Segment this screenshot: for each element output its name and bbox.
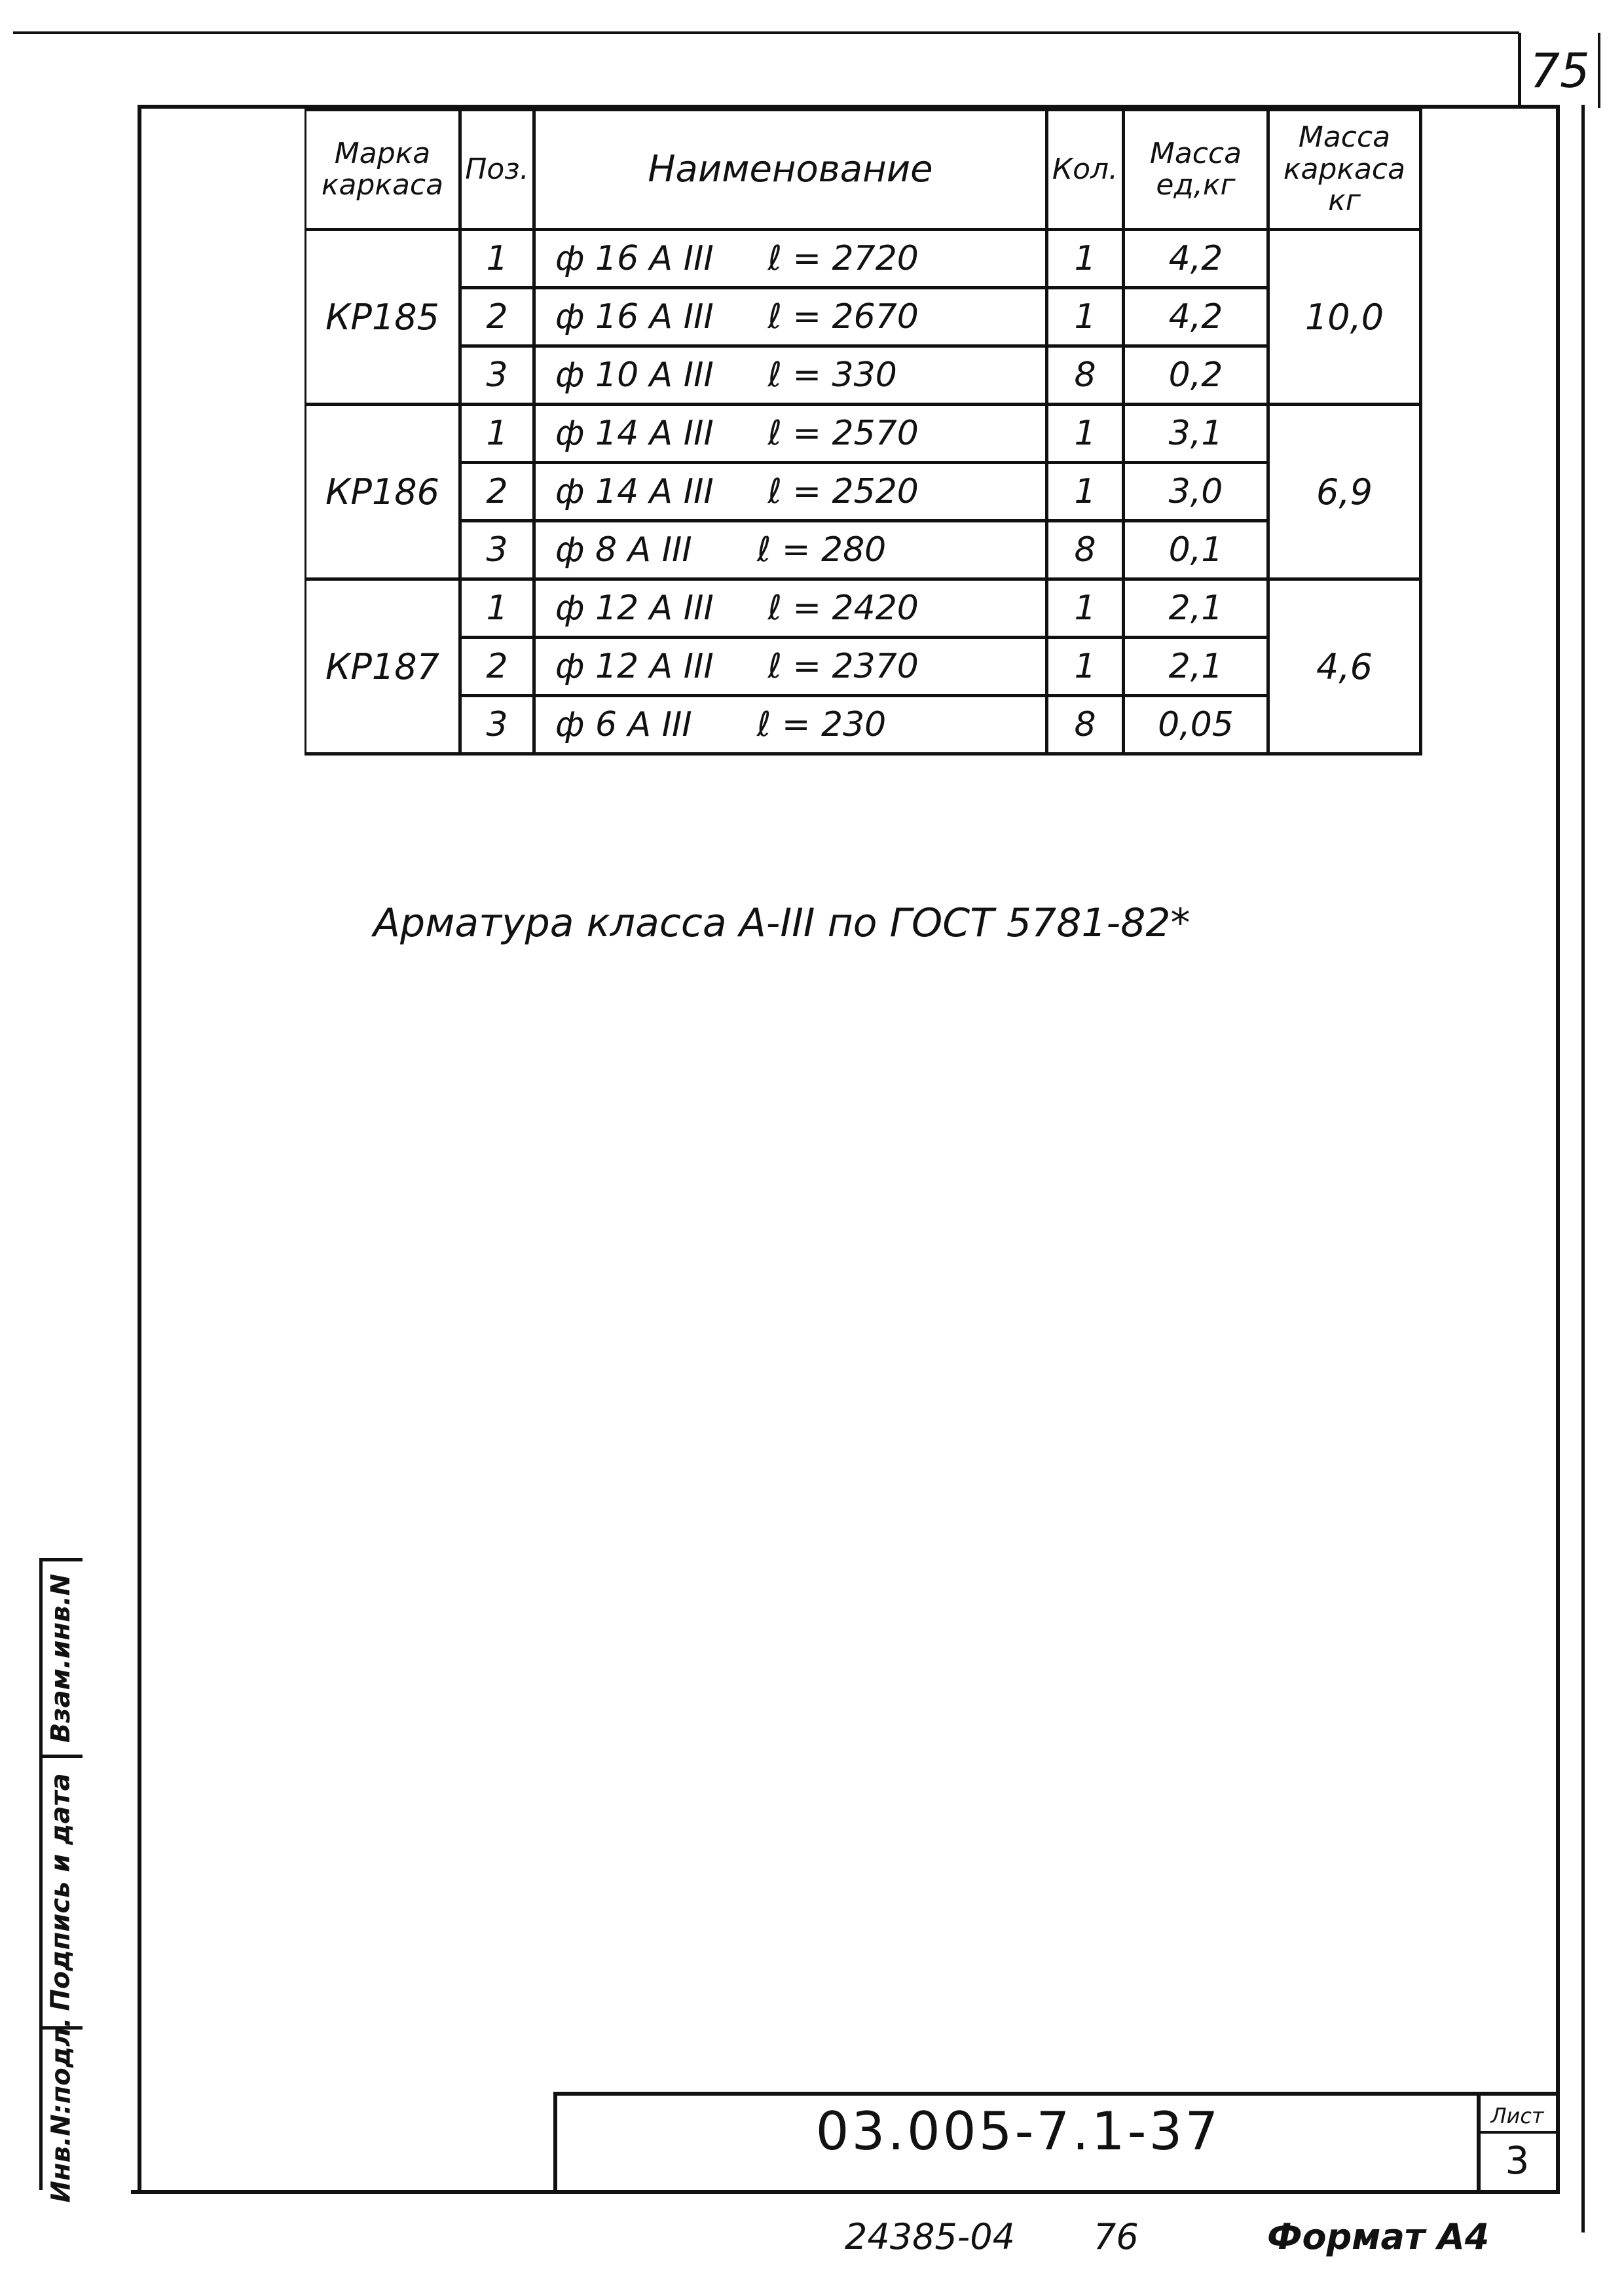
frame-right <box>1556 105 1560 2193</box>
position: 2 <box>460 288 534 346</box>
frame-mark: КР187 <box>306 579 460 754</box>
copy-page: 76 <box>1094 2216 1139 2257</box>
header-qty: Кол. <box>1047 110 1124 230</box>
position: 1 <box>460 405 534 463</box>
table-row <box>306 638 1421 696</box>
position: 1 <box>460 579 534 638</box>
unit-mass: 3,0 <box>1124 463 1268 521</box>
unit-mass: 4,2 <box>1124 288 1268 346</box>
item-name: ф 14 А III ℓ = 2520 <box>534 463 1047 521</box>
frame-mass: 6,9 <box>1268 405 1421 579</box>
item-name: ф 16 А III ℓ = 2670 <box>534 288 1047 346</box>
table-row <box>306 463 1421 521</box>
table-row <box>306 405 1421 463</box>
table-row <box>306 288 1421 346</box>
signature-date-cell <box>39 1758 83 2026</box>
unit-mass: 2,1 <box>1124 638 1268 696</box>
table-row <box>306 230 1421 288</box>
unit-mass: 0,2 <box>1124 346 1268 405</box>
stamp-top <box>553 2092 1559 2096</box>
position: 2 <box>460 463 534 521</box>
header-mark: Марка каркаса <box>306 110 460 230</box>
inv-orig-label: Инв.N:подл. <box>46 2016 77 2203</box>
header-frame-mass: Масса каркаса кг <box>1268 110 1421 230</box>
unit-mass: 2,1 <box>1124 579 1268 638</box>
header-unit-mass: Масса ед,кг <box>1124 110 1268 230</box>
replaces-inv-cell <box>39 1561 83 1755</box>
position: 3 <box>460 521 534 579</box>
position: 2 <box>460 638 534 696</box>
table-header-row <box>306 110 1421 230</box>
item-name: ф 12 А III ℓ = 2370 <box>534 638 1047 696</box>
item-name: ф 12 А III ℓ = 2420 <box>534 579 1047 638</box>
frame-mass: 4,6 <box>1268 579 1421 754</box>
quantity: 1 <box>1047 463 1124 521</box>
quantity: 8 <box>1047 696 1124 754</box>
item-name: ф 16 А III ℓ = 2720 <box>534 230 1047 288</box>
quantity: 8 <box>1047 346 1124 405</box>
item-name: ф 14 А III ℓ = 2570 <box>534 405 1047 463</box>
frame-left <box>138 105 141 2193</box>
specification-table <box>304 108 1422 756</box>
signature-date-label: Подпись и дата <box>46 1773 76 2011</box>
document-code: 03.005-7.1-37 <box>815 2100 1221 2162</box>
item-name: ф 6 А III ℓ = 230 <box>534 696 1047 754</box>
unit-mass: 3,1 <box>1124 405 1268 463</box>
replaces-inv-label: Взам.инв.N <box>46 1573 77 1743</box>
frame-mass: 10,0 <box>1268 230 1421 405</box>
item-name: ф 10 А III ℓ = 330 <box>534 346 1047 405</box>
table-row <box>306 521 1421 579</box>
position: 3 <box>460 696 534 754</box>
reinforcement-note: Арматура класса А-III по ГОСТ 5781-82* <box>373 900 1190 946</box>
unit-mass: 0,05 <box>1124 696 1268 754</box>
header-name: Наименование <box>534 110 1047 230</box>
binding-strip <box>39 1558 83 2203</box>
position: 1 <box>460 230 534 288</box>
stamp-left <box>553 2092 557 2193</box>
header-pos: Поз. <box>460 110 534 230</box>
frame-mark: КР186 <box>306 405 460 579</box>
sheet-number: 3 <box>1505 2138 1530 2183</box>
quantity: 8 <box>1047 521 1124 579</box>
stamp-sheet-rule <box>1479 2131 1557 2134</box>
table-row <box>306 696 1421 754</box>
frame-bottom <box>131 2190 1560 2194</box>
frame-mark: КР185 <box>306 230 460 405</box>
quantity: 1 <box>1047 638 1124 696</box>
copy-number: 24385-04 <box>845 2216 1015 2257</box>
quantity: 1 <box>1047 579 1124 638</box>
page-number: 75 <box>1530 43 1590 98</box>
quantity: 1 <box>1047 405 1124 463</box>
position: 3 <box>460 346 534 405</box>
table-row <box>306 579 1421 638</box>
format-label: Формат А4 <box>1267 2216 1490 2257</box>
quantity: 1 <box>1047 230 1124 288</box>
outer-right <box>1581 105 1585 2232</box>
unit-mass: 4,2 <box>1124 230 1268 288</box>
top-rule <box>13 31 1519 34</box>
quantity: 1 <box>1047 288 1124 346</box>
stamp-sheet-divider <box>1477 2092 1481 2193</box>
inv-orig-cell <box>39 2016 83 2203</box>
sheet-label: Лист <box>1490 2104 1544 2128</box>
table-row <box>306 346 1421 405</box>
item-name: ф 8 А III ℓ = 280 <box>534 521 1047 579</box>
unit-mass: 0,1 <box>1124 521 1268 579</box>
